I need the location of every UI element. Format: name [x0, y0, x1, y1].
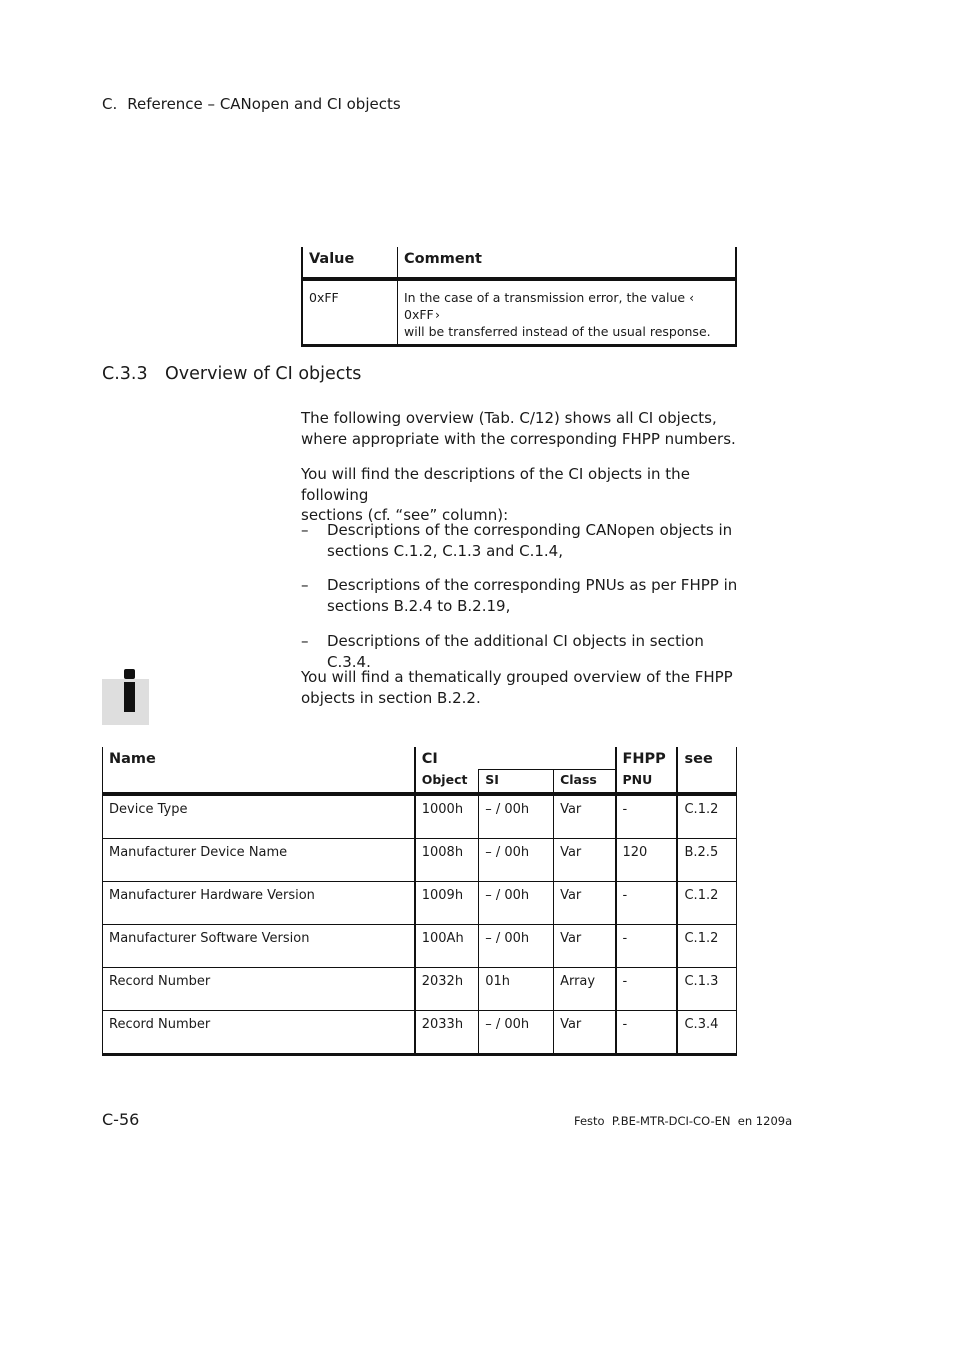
table-subheader-row [103, 770, 737, 795]
value-comment-table [301, 247, 737, 347]
section-number: C.3.3 [102, 364, 148, 384]
chapter-number: C. [102, 95, 118, 113]
column-header-value: Value [302, 247, 398, 279]
cell-name: Device Type [103, 794, 415, 839]
cell-pnu: - [616, 882, 678, 925]
cell-see: B.2.5 [677, 839, 736, 882]
column-header-class: Class [554, 770, 616, 795]
page-number: C-56 [102, 1110, 140, 1129]
column-header-object: Object [415, 770, 479, 795]
table-header-row [103, 747, 737, 770]
bullet-line: Descriptions of the additional CI objects in section C.3.4. [327, 632, 704, 671]
cell-see: C.1.3 [677, 968, 736, 1011]
running-header [102, 95, 401, 113]
column-header-si: SI [479, 770, 554, 795]
cell-pnu: 120 [616, 839, 678, 882]
info-icon [124, 669, 135, 679]
comment-line: In the case of a transmission error, the value ‹ 0xFF › [404, 290, 696, 322]
cell-pnu: - [616, 968, 678, 1011]
table-row [103, 794, 737, 839]
table-row [103, 925, 737, 968]
cell-pnu: - [616, 794, 678, 839]
bullet-line: sections B.2.4 to B.2.19, [327, 596, 511, 615]
cell-si: – / 00h [479, 882, 554, 925]
paragraph-line: objects in section B.2.2. [301, 688, 481, 707]
column-header-fhpp: FHPP [616, 747, 678, 770]
cell-object: 1009h [415, 882, 479, 925]
cell-name: Manufacturer Device Name [103, 839, 415, 882]
paragraph-line: You will find the descriptions of the CI objects in the following [301, 465, 690, 504]
column-header-comment: Comment [398, 247, 737, 279]
paragraph-intro [301, 408, 741, 449]
paragraph-line: sections (cf. “see” column): [301, 506, 509, 524]
cell-class: Var [554, 1011, 616, 1055]
table-row [103, 882, 737, 925]
cell-see: C.1.2 [677, 925, 736, 968]
bullet-dash: – [301, 576, 309, 594]
cell-object: 100Ah [415, 925, 479, 968]
bullet-item [301, 575, 741, 617]
paragraph-line: where appropriate with the corresponding FHPP numbers. [301, 429, 736, 448]
column-header-see: see [677, 747, 736, 794]
section-heading [102, 364, 361, 384]
cell-si: – / 00h [479, 925, 554, 968]
bullet-line: Descriptions of the corresponding CANopen objects in [327, 521, 733, 539]
cell-si: – / 00h [479, 1011, 554, 1055]
table-row [103, 968, 737, 1011]
cell-object: 2032h [415, 968, 479, 1011]
table-row [103, 1011, 737, 1055]
value-cell: 0xFF [302, 279, 398, 346]
cell-si: – / 00h [479, 839, 554, 882]
cell-object: 1008h [415, 839, 479, 882]
bullet-dash: – [301, 632, 309, 650]
column-header-pnu: PNU [616, 770, 678, 795]
ci-objects-table [102, 747, 737, 1056]
info-icon-stem [124, 682, 135, 712]
cell-pnu: - [616, 1011, 678, 1055]
comment-cell [398, 279, 737, 346]
cell-see: C.3.4 [677, 1011, 736, 1055]
cell-class: Var [554, 882, 616, 925]
cell-see: C.1.2 [677, 882, 736, 925]
chapter-title: Reference – CANopen and CI objects [127, 95, 401, 113]
cell-si: – / 00h [479, 794, 554, 839]
cell-si: 01h [479, 968, 554, 1011]
cell-pnu: - [616, 925, 678, 968]
paragraph-descriptions [301, 464, 741, 526]
cell-name: Record Number [103, 1011, 415, 1055]
bullet-item [301, 520, 741, 562]
bullet-dash: – [301, 521, 309, 539]
table-header-row [302, 247, 736, 279]
bullet-item [301, 631, 741, 671]
section-title: Overview of CI objects [165, 364, 362, 384]
paragraph-line: The following overview (Tab. C/12) shows all CI objects, [301, 409, 717, 427]
table-row [103, 839, 737, 882]
cell-see: C.1.2 [677, 794, 736, 839]
table-row [302, 279, 736, 346]
cell-class: Var [554, 794, 616, 839]
cell-class: Array [554, 968, 616, 1011]
cell-class: Var [554, 839, 616, 882]
paragraph-line: You will find a thematically grouped overview of the FHPP [301, 668, 733, 686]
comment-line: will be transferred instead of the usual response. [404, 324, 711, 339]
cell-name: Record Number [103, 968, 415, 1011]
cell-name: Manufacturer Hardware Version [103, 882, 415, 925]
subheader-empty [103, 770, 415, 795]
document-id: Festo P.BE-MTR-DCI-CO-EN en 1209a [574, 1114, 793, 1128]
column-header-name: Name [103, 747, 415, 770]
cell-class: Var [554, 925, 616, 968]
paragraph-fhpp-note [301, 667, 741, 708]
bullet-line: Descriptions of the corresponding PNUs as per FHPP in [327, 576, 738, 594]
cell-object: 1000h [415, 794, 479, 839]
bullet-line: sections C.1.2, C.1.3 and C.1.4, [327, 541, 563, 560]
column-header-ci: CI [415, 747, 616, 770]
cell-name: Manufacturer Software Version [103, 925, 415, 968]
cell-object: 2033h [415, 1011, 479, 1055]
